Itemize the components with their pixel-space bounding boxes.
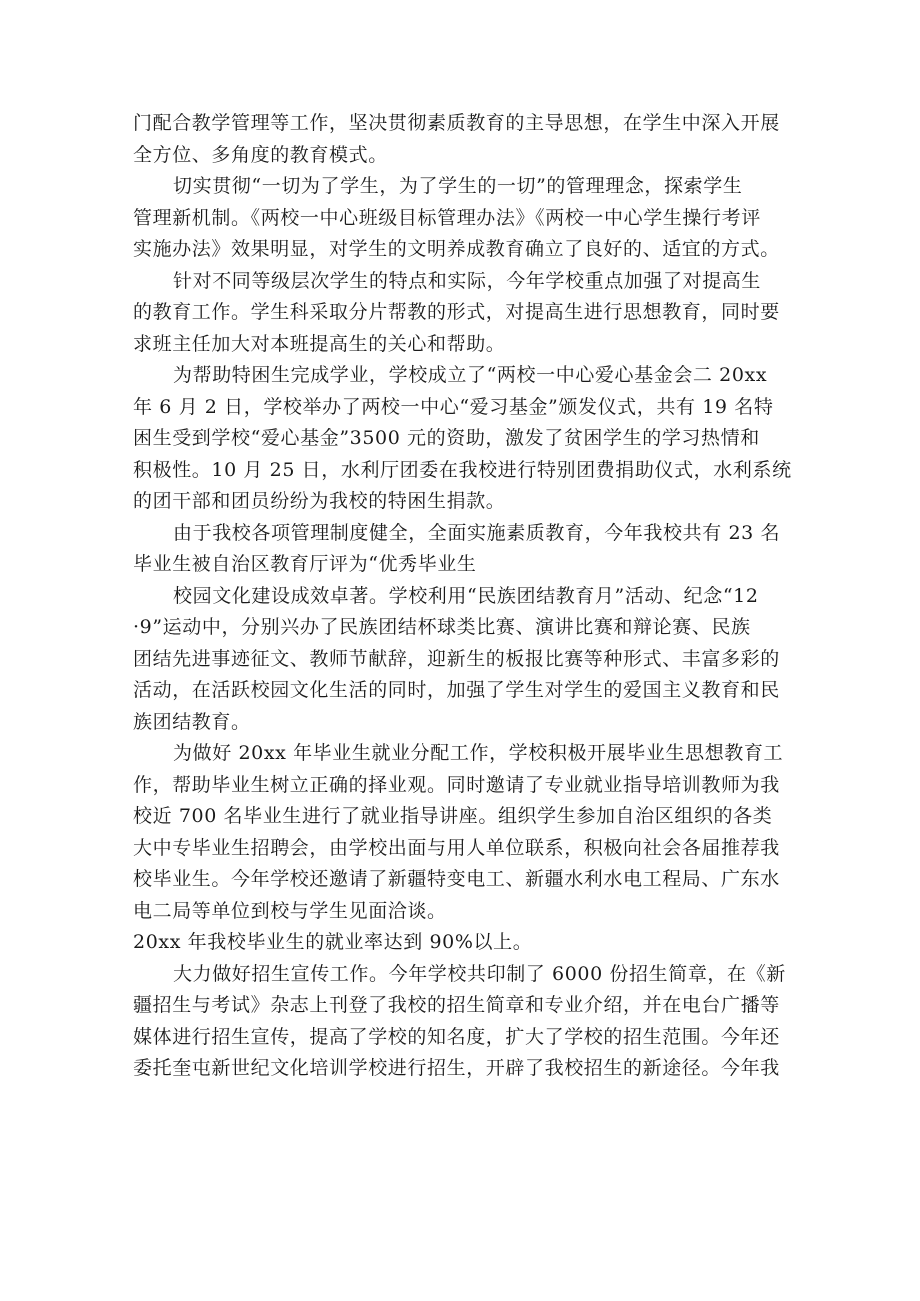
text-line: ·9”运动中，分别兴办了民族团结杯球类比赛、演讲比赛和辩论赛、民族	[133, 616, 751, 638]
text-line: 族团结教育。	[133, 710, 251, 733]
text-line: 的教育工作。学生科采取分片帮教的形式，对提高生进行思想教育，同时要	[133, 301, 780, 323]
text-line: 管理新机制。《两校一中心班级目标管理办法》《两校一中心学生操行考评	[133, 206, 761, 229]
text-line: 困生受到学校“爱心基金”3500 元的资助，激发了贫困学生的学习热情和	[133, 427, 760, 449]
document-body	[133, 108, 793, 1085]
paragraph-start-line: 为帮助特困生完成学业，学校成立了“两校一中心爱心基金会二 20xx	[173, 364, 768, 386]
text-line: 作，帮助毕业生树立正确的择业观。同时邀请了专业就业指导培训教师为我	[133, 773, 780, 796]
text-line: 委托奎屯新世纪文化培训学校进行招生，开辟了我校招生的新途径。今年我	[133, 1057, 780, 1079]
text-line: 的团干部和团员纷纷为我校的特困生捐款。	[133, 490, 506, 512]
text-line: 校毕业生。今年学校还邀请了新疆特变电工、新疆水利水电工程局、广东水	[133, 868, 780, 890]
text-line: 年 6 月 2 日，学校举办了两校一中心“爱习基金”颁发仪式，共有 19 名特	[133, 395, 774, 418]
paragraph-start-line: 切实贯彻“一切为了学生，为了学生的一切”的管理理念，探索学生	[173, 175, 743, 197]
text-line: 求班主任加大对本班提高生的关心和帮助。	[133, 332, 506, 355]
text-line: 媒体进行招生宣传，提高了学校的知名度，扩大了学校的招生范围。今年还	[133, 1025, 780, 1048]
text-line: 团结先进事迹征文、教师节献辞，迎新生的板报比赛等种形式、丰富多彩的	[133, 647, 780, 670]
paragraph-start-line: 校园文化建设成效卓著。学校利用“民族团结教育月”活动、纪念“12	[173, 584, 759, 607]
text-line: 实施办法》效果明显，对学生的文明养成教育确立了良好的、适宜的方式。	[133, 238, 780, 260]
paragraph-start-line: 大力做好招生宣传工作。今年学校共印制了 6000 份招生简章，在《新	[173, 962, 786, 985]
text-line: 校近 700 名毕业生进行了就业指导讲座。组织学生参加自治区组织的各类	[133, 805, 773, 827]
text-line: 疆招生与考试》杂志上刊登了我校的招生简章和专业介绍，并在电台广播等	[133, 994, 780, 1016]
paragraph-start-line: 为做好 20xx 年毕业生就业分配工作，学校积极开展毕业生思想教育工	[173, 742, 784, 764]
text-line: 20xx 年我校毕业生的就业率达到 90%以上。	[133, 931, 533, 953]
text-line: 活动，在活跃校园文化生活的同时，加强了学生对学生的爱国主义教育和民	[133, 679, 780, 701]
text-line: 大中专毕业生招聘会，由学校出面与用人单位联系，积极向社会各届推荐我	[133, 836, 780, 859]
text-line: 积极性。10 月 25 日，水利厅团委在我校进行特别团费捐助仪式，水利系统	[133, 458, 792, 481]
text-line: 电二局等单位到校与学生见面洽谈。	[133, 899, 447, 922]
text-line: 全方位、多角度的教育模式。	[133, 143, 388, 166]
paragraph-start-line: 由于我校各项管理制度健全，全面实施素质教育，今年我校共有 23 名	[173, 521, 781, 544]
paragraph-start-line: 针对不同等级层次学生的特点和实际，今年学校重点加强了对提高生	[173, 269, 762, 292]
text-line: 门配合教学管理等工作，坚决贯彻素质教育的主导思想，在学生中深入开展	[133, 112, 780, 134]
text-line: 毕业生被自治区教育厅评为“优秀毕业生	[133, 553, 477, 575]
